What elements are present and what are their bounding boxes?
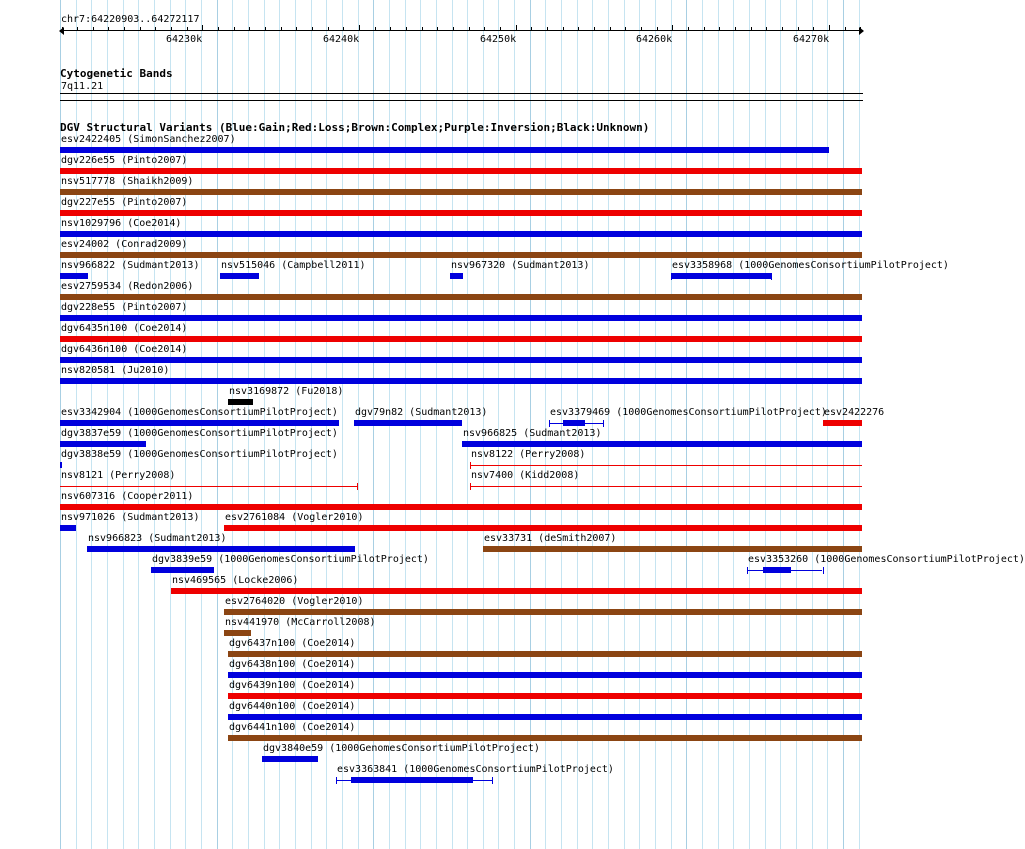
sv-feature-label[interactable]: dgv6440n100 (Coe2014) [229,701,356,712]
sv-feature-bar[interactable] [171,588,862,594]
sv-feature-bar[interactable] [224,609,862,615]
sv-feature-bar[interactable] [354,420,462,426]
sv-feature-label[interactable]: esv3379469 (1000GenomesConsortiumPilotProject) [550,407,827,418]
ruler-tick-label: 64230k [166,34,203,45]
sv-feature-bar[interactable] [228,651,862,657]
sv-feature-label[interactable]: esv3363841 (1000GenomesConsortiumPilotProject) [337,764,614,775]
sv-feature-cap [603,420,604,427]
sv-feature-bar[interactable] [672,273,771,279]
sv-feature-bar[interactable] [462,441,862,447]
sv-feature-label[interactable]: nsv469565 (Locke2006) [172,575,299,586]
ruler-tick-label: 64240k [323,34,360,45]
sv-feature-label[interactable]: nsv607316 (Cooper2011) [61,491,194,502]
sv-feature-bar[interactable] [450,273,463,279]
sv-feature-bar[interactable] [228,735,862,741]
sv-feature-label[interactable]: nsv515046 (Campbell2011) [221,260,366,271]
sv-feature-line[interactable] [470,465,862,466]
sv-feature-label[interactable]: nsv8121 (Perry2008) [61,470,176,481]
sv-feature-label[interactable]: dgv3838e59 (1000GenomesConsortiumPilotProject) [61,449,338,460]
sv-feature-label[interactable]: nsv517778 (Shaikh2009) [61,176,194,187]
sv-feature-label[interactable]: esv2764020 (Vogler2010) [225,596,364,607]
sv-feature-bar[interactable] [823,420,862,426]
sv-feature-label[interactable]: dgv3837e59 (1000GenomesConsortiumPilotProject) [61,428,338,439]
sv-feature-label[interactable]: dgv6436n100 (Coe2014) [61,344,188,355]
sv-feature-bar[interactable] [60,378,862,384]
sv-feature-bar[interactable] [60,189,862,195]
sv-feature-bar[interactable] [60,420,339,426]
sv-feature-bar[interactable] [351,777,473,783]
sv-feature-bar[interactable] [228,672,862,678]
sv-feature-bar[interactable] [224,630,251,636]
sv-feature-cap [549,420,550,427]
sv-feature-label[interactable]: esv2422405 (SimonSanchez2007) [61,134,236,145]
sv-feature-cap [771,273,772,280]
sv-feature-label[interactable]: esv3353260 (1000GenomesConsortiumPilotProject) [748,554,1025,565]
sv-feature-bar[interactable] [262,756,318,762]
sv-feature-bar[interactable] [60,504,862,510]
sv-feature-bar[interactable] [224,525,862,531]
sv-feature-label[interactable]: nsv971026 (Sudmant2013) [61,512,200,523]
sv-feature-label[interactable]: nsv966825 (Sudmant2013) [463,428,602,439]
sv-feature-bar[interactable] [151,567,214,573]
sv-feature-label[interactable]: dgv79n82 (Sudmant2013) [355,407,488,418]
sv-feature-bar[interactable] [220,273,259,279]
sv-feature-label[interactable]: nsv3169872 (Fu2018) [229,386,344,397]
sv-feature-label[interactable]: dgv227e55 (Pinto2007) [61,197,188,208]
sv-feature-label[interactable]: nsv966823 (Sudmant2013) [88,533,227,544]
sv-feature-bar[interactable] [60,462,62,468]
sv-feature-bar[interactable] [60,357,862,363]
ruler-tick-label: 64270k [793,34,830,45]
sv-feature-label[interactable]: nsv1029796 (Coe2014) [61,218,182,229]
sv-feature-label[interactable]: dgv6439n100 (Coe2014) [229,680,356,691]
sv-feature-bar[interactable] [60,525,76,531]
ruler-tick-label: 64250k [480,34,517,45]
sv-feature-label[interactable]: esv2761084 (Vogler2010) [225,512,364,523]
sv-feature-bar[interactable] [60,252,862,258]
sv-feature-label[interactable]: esv2422276 [824,407,885,418]
sv-feature-label[interactable]: dgv228e55 (Pinto2007) [61,302,188,313]
sv-feature-cap [470,483,471,490]
sv-feature-label[interactable]: nsv7400 (Kidd2008) [471,470,580,481]
sv-feature-bar[interactable] [483,546,862,552]
sv-feature-bar[interactable] [228,714,862,720]
sv-feature-bar[interactable] [60,168,862,174]
sv-feature-line[interactable] [470,486,862,487]
sv-feature-label[interactable]: dgv226e55 (Pinto2007) [61,155,188,166]
sv-feature-label[interactable]: dgv6438n100 (Coe2014) [229,659,356,670]
sv-feature-label[interactable]: esv33731 (deSmith2007) [484,533,617,544]
sv-feature-label[interactable]: dgv3840e59 (1000GenomesConsortiumPilotProject) [263,743,540,754]
sv-feature-label[interactable]: dgv6441n100 (Coe2014) [229,722,356,733]
sv-feature-cap [492,777,493,784]
sv-feature-bar[interactable] [60,273,88,279]
sv-feature-bar[interactable] [60,294,862,300]
sv-feature-cap [747,567,748,574]
sv-feature-label[interactable]: dgv6437n100 (Coe2014) [229,638,356,649]
sv-feature-line[interactable] [60,486,357,487]
sv-feature-label[interactable]: nsv441970 (McCarroll2008) [225,617,376,628]
sv-feature-cap [357,483,358,490]
sv-feature-label[interactable]: esv2759534 (Redon2006) [61,281,194,292]
sv-feature-bar[interactable] [763,567,791,573]
sv-feature-bar[interactable] [60,147,829,153]
sv-feature-label[interactable]: esv3358968 (1000GenomesConsortiumPilotProject) [672,260,949,271]
sv-feature-bar[interactable] [228,399,253,405]
sv-feature-bar[interactable] [60,336,862,342]
sv-feature-cap [823,567,824,574]
ruler-tick-label: 64260k [636,34,673,45]
cytoband-label: 7q11.21 [61,81,104,92]
sv-feature-bar[interactable] [60,231,862,237]
sv-feature-label[interactable]: esv3342904 (1000GenomesConsortiumPilotProject) [61,407,338,418]
sv-feature-label[interactable]: nsv966822 (Sudmant2013) [61,260,200,271]
sv-feature-label[interactable]: nsv8122 (Perry2008) [471,449,586,460]
sv-feature-label[interactable]: dgv3839e59 (1000GenomesConsortiumPilotProject) [152,554,429,565]
dgv-track-title[interactable]: DGV Structural Variants (Blue:Gain;Red:Loss;Brown:Complex;Purple:Inversion;Black:Unknown) [60,121,650,134]
sv-feature-label[interactable]: esv24002 (Conrad2009) [61,239,188,250]
location-label: chr7:64220903..64272117 [61,14,200,25]
sv-feature-bar[interactable] [87,546,355,552]
sv-feature-bar[interactable] [228,693,862,699]
cytoband-track-title[interactable]: Cytogenetic Bands [60,67,173,80]
sv-feature-bar[interactable] [60,315,862,321]
sv-feature-bar[interactable] [563,420,585,426]
sv-feature-label[interactable]: nsv967320 (Sudmant2013) [451,260,590,271]
sv-feature-cap [470,462,471,469]
sv-feature-cap [336,777,337,784]
sv-feature-label[interactable]: dgv6435n100 (Coe2014) [61,323,188,334]
sv-feature-bar[interactable] [60,210,862,216]
sv-feature-bar[interactable] [60,441,146,447]
sv-feature-label[interactable]: nsv820581 (Ju2010) [61,365,170,376]
